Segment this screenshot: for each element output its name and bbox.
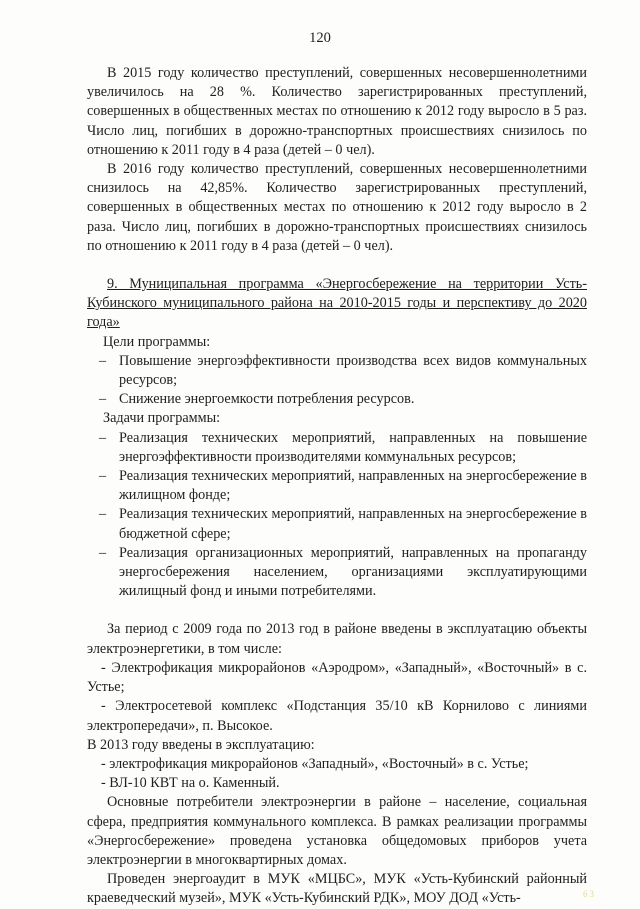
list-item: – Реализация технических мероприятий, направленных на повышение энергоэффективности производителями коммунальных ресурсов;: [87, 429, 587, 467]
goals-label: Цели программы:: [103, 333, 211, 350]
consumers-paragraph: Основные потребители электроэнергии в районе – население, социальная сфера, предприятия коммунального комплекса. В рамках реализации программы «Энергосбережение» проведена установка общедомовых приборов учета электроэнергии в многоквартирных домах.: [87, 794, 587, 868]
footer-mark: 63: [583, 889, 596, 899]
year-2013-item: - электрофикация микрорайонов «Западный», «Восточный» в с. Устье;: [101, 755, 529, 772]
period-item: - Электрофикация микрорайонов «Аэродром», «Западный», «Восточный» в с. Устье;: [87, 659, 587, 696]
audit-paragraph: Проведен энергоаудит в МУК «МЦБС», МУК «Усть-Кубинский районный краеведческий музей», МУК «Усть-Кубинский РДК», МОУ ДОД «Усть-: [87, 871, 587, 907]
tasks-label: Задачи программы:: [103, 410, 221, 427]
period-intro: За период с 2009 года по 2013 год в районе введены в эксплуатацию объекты электроэнергетики, в том числе:: [87, 621, 587, 657]
list-item: – Реализация технических мероприятий, направленных на энергосбережение в жилищном фонде;: [87, 467, 587, 505]
list-item: – Реализация организационных мероприятий, направленных на пропаганду энергосбережения населением, организациями эксплуатирующими жилищный фонд и иными потребителями.: [87, 544, 587, 602]
list-item: – Реализация технических мероприятий, направленных на энергосбережение в бюджетной сфере;: [87, 505, 587, 543]
year-2013-item: - ВЛ-10 КВТ на о. Каменный.: [101, 775, 280, 792]
paragraph-2015: В 2015 году количество преступлений, совершенных несовершеннолетними увеличилось на 28 %. Количество зарегистрированных преступлений, совершенных в общественных местах по отношению к 2012 году выросло в 5 раз. Число лиц, погибших в дорожно-транспортных происшествиях снизилось по отношению к 2011 году в 4 раза (детей – 0 чел).: [87, 65, 587, 158]
period-item: - Электросетевой комплекс «Подстанция 35/10 кВ Корнилово с линиями электропередачи», п. Высокое.: [87, 698, 587, 734]
paragraph-2016: В 2016 году количество преступлений, совершенных несовершеннолетними снизилось на 42,85%. Количество зарегистрированных преступлений, совершенных в общественных местах по отношению к 2012 году выросло в 2 раза. Число лиц, погибших в дорожно-транспортных происшествиях снизилось по отношению к 2011 году в 4 раза (детей – 0 чел).: [87, 161, 587, 254]
document-body: [87, 64, 587, 909]
list-item: – Повышение энергоэффективности производства всех видов коммунальных ресурсов;: [87, 352, 587, 390]
page-number: 120: [309, 30, 331, 46]
spacer: [87, 601, 587, 620]
list-item: – Снижение энергоемкости потребления ресурсов.: [87, 390, 587, 409]
goals-list: [87, 352, 587, 410]
tasks-list: [87, 429, 587, 602]
year-2013-intro: В 2013 году введены в эксплуатацию:: [87, 736, 315, 753]
program-heading: 9. Муниципальная программа «Энергосбережение на территории Усть-Кубинского муниципального района на 2010-2015 годы и перспективу до 2020 года»: [87, 276, 587, 331]
spacer: [87, 256, 587, 275]
